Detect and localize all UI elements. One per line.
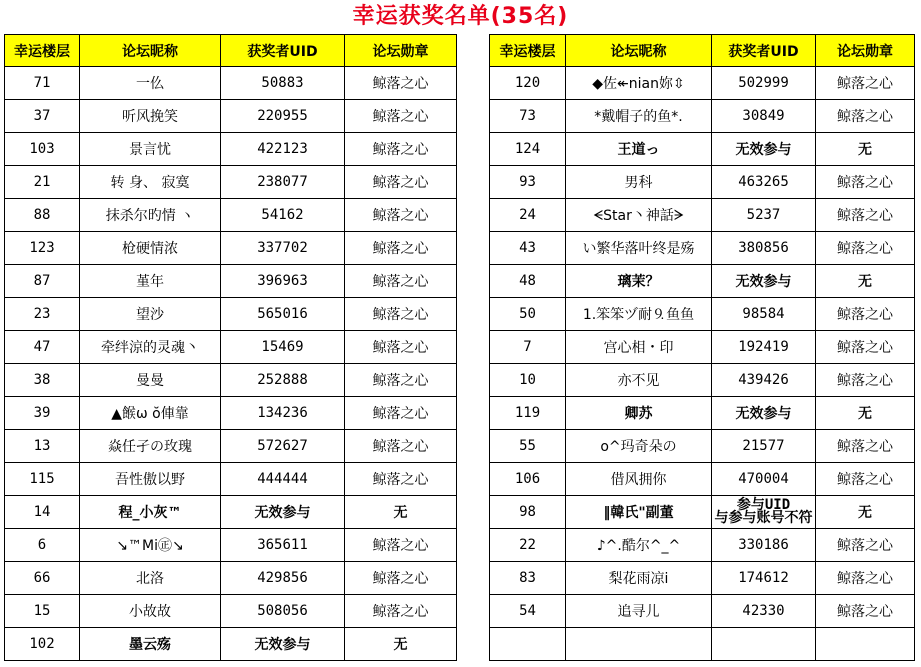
cell-lucky-floor: 22 — [490, 529, 566, 562]
cell-forum-medal: 鲸落之心 — [816, 100, 915, 133]
cell-lucky-floor: 119 — [490, 397, 566, 430]
cell-winner-uid: 238077 — [221, 166, 345, 199]
cell-forum-medal: 鲸落之心 — [345, 463, 457, 496]
cell-forum-nickname: 曼曼 — [80, 364, 221, 397]
cell-lucky-floor: 50 — [490, 298, 566, 331]
cell-lucky-floor: 48 — [490, 265, 566, 298]
table-row — [5, 562, 457, 595]
cell-forum-medal: 鲸落之心 — [345, 298, 457, 331]
cell-lucky-floor: 23 — [5, 298, 80, 331]
cell-lucky-floor: 39 — [5, 397, 80, 430]
cell-forum-medal: 鲸落之心 — [345, 595, 457, 628]
table-row — [5, 628, 457, 661]
cell-forum-medal: 鲸落之心 — [345, 265, 457, 298]
cell-forum-nickname: 程_小灰™ — [80, 496, 221, 529]
cell-forum-nickname: 牵绊涼的灵魂丶 — [80, 331, 221, 364]
cell-forum-medal: 鲸落之心 — [816, 232, 915, 265]
cell-lucky-floor: 106 — [490, 463, 566, 496]
cell-forum-nickname: 王道っ — [566, 133, 712, 166]
cell-winner-uid: 无效参与 — [221, 496, 345, 529]
header-forum-nickname: 论坛昵称 — [80, 35, 221, 67]
cell-forum-medal: 鲸落之心 — [345, 430, 457, 463]
cell-lucky-floor: 123 — [5, 232, 80, 265]
table-row — [5, 430, 457, 463]
table-row — [490, 562, 915, 595]
cell-lucky-floor: 55 — [490, 430, 566, 463]
cell-forum-medal: 无 — [345, 628, 457, 661]
cell-forum-nickname: 焱任孑の玫瑰 — [80, 430, 221, 463]
cell-forum-medal: 无 — [816, 133, 915, 166]
cell-lucky-floor: 83 — [490, 562, 566, 595]
cell-forum-medal: 鲸落之心 — [345, 562, 457, 595]
cell-winner-uid: 参与UID 与参与账号不符 — [712, 496, 816, 529]
cell-forum-medal: 鲸落之心 — [816, 166, 915, 199]
cell-lucky-floor: 124 — [490, 133, 566, 166]
table-row — [5, 463, 457, 496]
cell-winner-uid: 174612 — [712, 562, 816, 595]
header-lucky-floor: 幸运楼层 — [5, 35, 80, 67]
cell-winner-uid — [712, 628, 816, 661]
cell-winner-uid: 252888 — [221, 364, 345, 397]
cell-lucky-floor: 6 — [5, 529, 80, 562]
table-row — [5, 397, 457, 430]
cell-lucky-floor: 7 — [490, 331, 566, 364]
cell-forum-medal: 鲸落之心 — [816, 331, 915, 364]
cell-lucky-floor: 47 — [5, 331, 80, 364]
cell-lucky-floor: 14 — [5, 496, 80, 529]
cell-forum-nickname: ◆佐↞nian妳⇳ — [566, 67, 712, 100]
table-row — [5, 595, 457, 628]
cell-lucky-floor: 103 — [5, 133, 80, 166]
cell-lucky-floor: 73 — [490, 100, 566, 133]
cell-forum-nickname: 卿苏 — [566, 397, 712, 430]
cell-forum-nickname: 枪硬情浓 — [80, 232, 221, 265]
table-row — [490, 166, 915, 199]
table-row — [490, 265, 915, 298]
cell-forum-nickname: 北洛 — [80, 562, 221, 595]
header-forum-medal: 论坛勋章 — [816, 35, 915, 67]
cell-winner-uid: 无效参与 — [712, 397, 816, 430]
cell-winner-uid: 42330 — [712, 595, 816, 628]
cell-forum-medal: 鲸落之心 — [816, 595, 915, 628]
winners-table-right — [489, 34, 915, 661]
cell-lucky-floor: 43 — [490, 232, 566, 265]
cell-forum-nickname: 一仫 — [80, 67, 221, 100]
cell-lucky-floor: 93 — [490, 166, 566, 199]
cell-forum-nickname: *戴帽子的鱼*. — [566, 100, 712, 133]
table-row — [490, 628, 915, 661]
cell-forum-nickname: ᗕStar丶神話ᗒ — [566, 199, 712, 232]
cell-forum-nickname: ▲餱ω ŏ俥靠 — [80, 397, 221, 430]
table-row — [490, 100, 915, 133]
cell-winner-uid: 15469 — [221, 331, 345, 364]
cell-lucky-floor: 71 — [5, 67, 80, 100]
cell-winner-uid: 470004 — [712, 463, 816, 496]
table-row — [5, 265, 457, 298]
cell-forum-medal: 鲸落之心 — [816, 430, 915, 463]
cell-lucky-floor: 54 — [490, 595, 566, 628]
table-header-row — [490, 35, 915, 67]
table-row — [5, 364, 457, 397]
cell-lucky-floor: 88 — [5, 199, 80, 232]
cell-forum-medal — [816, 628, 915, 661]
cell-lucky-floor: 21 — [5, 166, 80, 199]
cell-forum-nickname: 转 身、 寂寞 — [80, 166, 221, 199]
cell-winner-uid: 220955 — [221, 100, 345, 133]
cell-forum-medal: 鲸落之心 — [816, 364, 915, 397]
cell-winner-uid: 无效参与 — [712, 265, 816, 298]
cell-winner-uid: 54162 — [221, 199, 345, 232]
table-row — [5, 199, 457, 232]
table-row — [490, 298, 915, 331]
table-row — [5, 232, 457, 265]
table-row — [490, 331, 915, 364]
header-forum-nickname: 论坛昵称 — [566, 35, 712, 67]
cell-forum-medal: 鲸落之心 — [816, 67, 915, 100]
cell-lucky-floor: 98 — [490, 496, 566, 529]
cell-forum-medal: 鲸落之心 — [345, 133, 457, 166]
table-row — [5, 496, 457, 529]
table-row — [490, 595, 915, 628]
cell-lucky-floor: 66 — [5, 562, 80, 595]
cell-winner-uid: 396963 — [221, 265, 345, 298]
cell-forum-nickname: 宫心相・印 — [566, 331, 712, 364]
cell-forum-nickname: 堇年 — [80, 265, 221, 298]
table-row — [490, 133, 915, 166]
header-winner-uid: 获奖者UID — [221, 35, 345, 67]
cell-winner-uid: 无效参与 — [712, 133, 816, 166]
cell-lucky-floor: 120 — [490, 67, 566, 100]
cell-winner-uid: 502999 — [712, 67, 816, 100]
cell-forum-medal: 鲸落之心 — [345, 397, 457, 430]
table-row — [5, 166, 457, 199]
cell-forum-nickname: 景言忧 — [80, 133, 221, 166]
cell-forum-nickname: ↘™Mi㊣↘ — [80, 529, 221, 562]
cell-forum-nickname: い繁华落叶终是殇 — [566, 232, 712, 265]
cell-winner-uid: 429856 — [221, 562, 345, 595]
table-row — [490, 199, 915, 232]
table-header-row — [5, 35, 457, 67]
cell-lucky-floor: 38 — [5, 364, 80, 397]
table-row — [490, 364, 915, 397]
cell-forum-medal: 鲸落之心 — [816, 562, 915, 595]
cell-forum-medal: 鲸落之心 — [345, 100, 457, 133]
cell-lucky-floor: 10 — [490, 364, 566, 397]
winners-table-left — [4, 34, 457, 661]
table-row — [5, 331, 457, 364]
cell-forum-nickname: 1.笨笨ヅ耐⒐鱼鱼 — [566, 298, 712, 331]
cell-forum-medal: 无 — [816, 397, 915, 430]
cell-winner-uid: 463265 — [712, 166, 816, 199]
cell-lucky-floor: 15 — [5, 595, 80, 628]
cell-forum-medal: 鲸落之心 — [345, 67, 457, 100]
cell-forum-nickname: 吾性傲以野 — [80, 463, 221, 496]
cell-forum-medal: 鲸落之心 — [816, 298, 915, 331]
cell-winner-uid: 30849 — [712, 100, 816, 133]
cell-forum-medal: 无 — [816, 496, 915, 529]
page-title: 幸运获奖名单(35名) — [352, 4, 569, 29]
cell-winner-uid: 134236 — [221, 397, 345, 430]
cell-lucky-floor: 13 — [5, 430, 80, 463]
cell-forum-medal: 鲸落之心 — [816, 463, 915, 496]
header-winner-uid: 获奖者UID — [712, 35, 816, 67]
cell-forum-nickname: ♪^.酷尔^_^ — [566, 529, 712, 562]
cell-forum-nickname: 梨花雨凉i — [566, 562, 712, 595]
cell-forum-nickname: 男科 — [566, 166, 712, 199]
table-row — [5, 529, 457, 562]
table-row — [490, 529, 915, 562]
header-forum-medal: 论坛勋章 — [345, 35, 457, 67]
table-row — [5, 67, 457, 100]
table-row — [5, 100, 457, 133]
cell-winner-uid: 21577 — [712, 430, 816, 463]
cell-forum-nickname: o^玛奇朵の — [566, 430, 712, 463]
cell-forum-medal: 鲸落之心 — [345, 364, 457, 397]
cell-winner-uid: 365611 — [221, 529, 345, 562]
cell-lucky-floor: 87 — [5, 265, 80, 298]
cell-forum-nickname: 望沙 — [80, 298, 221, 331]
cell-forum-nickname: 璃茉？ — [566, 265, 712, 298]
cell-forum-nickname: 小故故 — [80, 595, 221, 628]
cell-lucky-floor: 115 — [5, 463, 80, 496]
header-lucky-floor: 幸运楼层 — [490, 35, 566, 67]
cell-winner-uid: 572627 — [221, 430, 345, 463]
cell-winner-uid: 337702 — [221, 232, 345, 265]
cell-winner-uid: 439426 — [712, 364, 816, 397]
cell-forum-medal: 鲸落之心 — [816, 529, 915, 562]
cell-forum-medal: 鲸落之心 — [345, 166, 457, 199]
cell-forum-medal: 鲸落之心 — [345, 331, 457, 364]
cell-lucky-floor: 37 — [5, 100, 80, 133]
table-row — [490, 232, 915, 265]
cell-winner-uid: 98584 — [712, 298, 816, 331]
cell-winner-uid: 5237 — [712, 199, 816, 232]
cell-lucky-floor — [490, 628, 566, 661]
table-row — [5, 298, 457, 331]
cell-forum-nickname: 墨云殇 — [80, 628, 221, 661]
cell-forum-nickname: 抹杀尔旳情 ヽ — [80, 199, 221, 232]
table-row — [490, 67, 915, 100]
cell-winner-uid: 192419 — [712, 331, 816, 364]
cell-forum-medal: 鲸落之心 — [816, 199, 915, 232]
cell-winner-uid: 422123 — [221, 133, 345, 166]
table-row — [490, 463, 915, 496]
cell-forum-medal: 鲸落之心 — [345, 199, 457, 232]
cell-forum-nickname: 借风拥你 — [566, 463, 712, 496]
table-row — [490, 430, 915, 463]
cell-forum-nickname: 亦不见 — [566, 364, 712, 397]
cell-winner-uid: 无效参与 — [221, 628, 345, 661]
cell-winner-uid: 50883 — [221, 67, 345, 100]
cell-forum-medal: 鲸落之心 — [345, 232, 457, 265]
table-row — [490, 496, 915, 529]
cell-forum-nickname — [566, 628, 712, 661]
cell-forum-medal: 无 — [345, 496, 457, 529]
cell-lucky-floor: 102 — [5, 628, 80, 661]
cell-winner-uid: 565016 — [221, 298, 345, 331]
cell-forum-nickname: 听风挽笑 — [80, 100, 221, 133]
cell-forum-medal: 鲸落之心 — [345, 529, 457, 562]
cell-lucky-floor: 24 — [490, 199, 566, 232]
cell-winner-uid: 444444 — [221, 463, 345, 496]
cell-winner-uid: 330186 — [712, 529, 816, 562]
cell-forum-nickname: 追寻儿 — [566, 595, 712, 628]
cell-forum-medal: 无 — [816, 265, 915, 298]
cell-winner-uid: 380856 — [712, 232, 816, 265]
cell-forum-nickname: ‖韓氏"副董 — [566, 496, 712, 529]
cell-winner-uid: 508056 — [221, 595, 345, 628]
table-row — [5, 133, 457, 166]
table-row — [490, 397, 915, 430]
